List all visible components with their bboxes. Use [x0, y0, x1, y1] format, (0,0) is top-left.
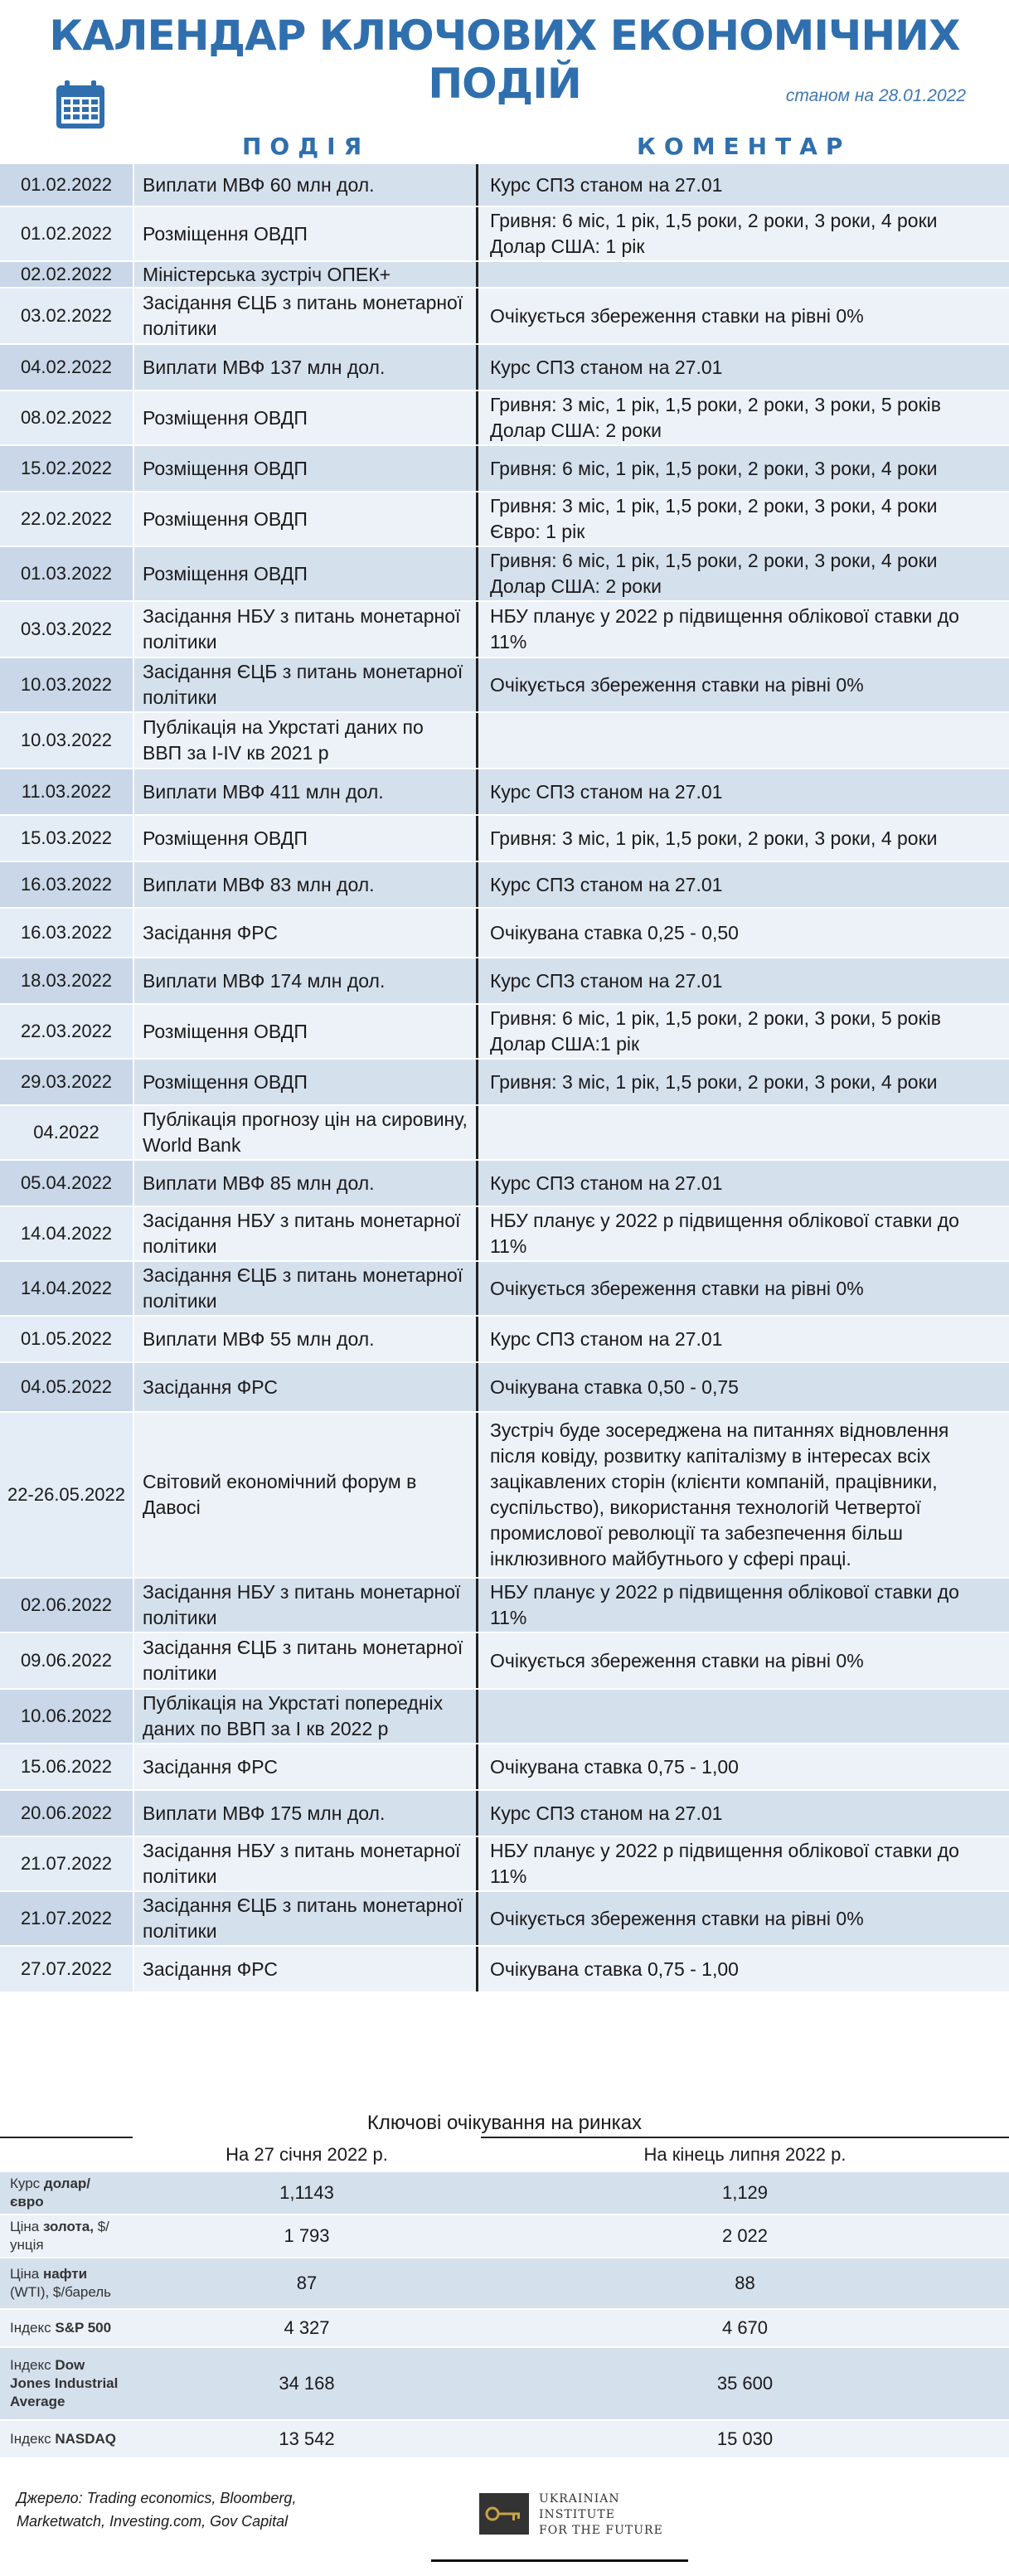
comment-line: Долар США: 2 роки: [490, 420, 662, 441]
comment-line: Очікується збереження ставки на рівні 0%: [490, 1649, 864, 1671]
event-comment: [476, 713, 1009, 768]
event-title: Публікація на Укрстаті даних по ВВП за I-IV кв 2021 р: [143, 716, 424, 764]
event-title: Засідання ФРС: [143, 1375, 278, 1398]
event-row: [0, 262, 1009, 289]
divider: [431, 2559, 688, 2562]
event-row: [0, 1207, 1009, 1262]
event-date: 18.03.2022: [0, 958, 134, 1003]
key-logo-icon: [479, 2493, 529, 2535]
column-header-events: ПОДІЯ: [242, 133, 371, 160]
divider: [0, 2137, 133, 2138]
event-comment: [476, 1413, 1009, 1577]
market-value-jul: 88: [735, 2273, 755, 2293]
event-date: 14.04.2022: [0, 1207, 134, 1260]
event-comment: [476, 1363, 1009, 1411]
event-title: Засідання ЄЦБ з питань монетарної політики: [143, 1264, 463, 1312]
event-title: Засідання ЄЦБ з питань монетарної політики: [143, 292, 463, 339]
comment-line: НБУ планує у 2022 р підвищення облікової ставки до 11%: [490, 1210, 959, 1257]
event-title: Розміщення ОВДП: [143, 562, 308, 585]
event-row: [0, 1262, 1009, 1317]
event-row: [0, 816, 1009, 862]
comment-line: Очікується збереження ставки на рівні 0%: [490, 1277, 864, 1299]
market-label: Ціна нафти (WTI), $/барель: [10, 2266, 112, 2300]
event-comment: [476, 658, 1009, 711]
event-row: [0, 1744, 1009, 1791]
event-date: 04.2022: [0, 1106, 134, 1159]
comment-line: Очікувана ставка 0,75 - 1,00: [490, 1755, 739, 1778]
event-date: 11.03.2022: [0, 769, 134, 814]
event-row: [0, 547, 1009, 602]
event-row: [0, 1106, 1009, 1161]
event-title: Виплати МВФ 175 млн дол.: [143, 1802, 386, 1824]
event-date: 03.02.2022: [0, 289, 134, 343]
event-row: [0, 1791, 1009, 1837]
markets-col2-header: На кінець липня 2022 р.: [643, 2144, 846, 2165]
event-date: 21.07.2022: [0, 1837, 134, 1890]
market-value-jul: 4 670: [721, 2317, 769, 2338]
event-comment: [476, 769, 1009, 814]
comment-line: НБУ планує у 2022 р підвищення облікової ставки до 11%: [490, 605, 959, 652]
event-date: 27.07.2022: [0, 1947, 134, 1991]
event-date: 02.02.2022: [0, 262, 134, 287]
event-title: Виплати МВФ 174 млн дол.: [143, 969, 386, 992]
event-comment: [476, 446, 1009, 491]
event-title: Розміщення ОВДП: [143, 406, 308, 429]
event-date: 22.03.2022: [0, 1005, 134, 1058]
event-date: 01.05.2022: [0, 1317, 134, 1361]
event-row: [0, 1005, 1009, 1060]
event-row: [0, 345, 1009, 391]
comment-line: Долар США: 2 роки: [490, 575, 662, 597]
event-date: 16.03.2022: [0, 862, 134, 907]
markets-section: [0, 2109, 1009, 2459]
comment-line: Гривня: 6 міс, 1 рік, 1,5 роки, 2 роки, 3 роки, 4 роки: [490, 550, 938, 571]
event-comment: [476, 547, 1009, 600]
comment-line: Курс СПЗ станом на 27.01: [490, 1172, 723, 1194]
comment-line: Гривня: 3 міс, 1 рік, 1,5 роки, 2 роки, 3 роки, 4 роки: [490, 827, 938, 849]
comment-line: Гривня: 3 міс, 1 рік, 1,5 роки, 2 роки, 3 роки, 5 років: [490, 394, 941, 415]
event-row: [0, 164, 1009, 207]
comment-line: Гривня: 6 міс, 1 рік, 1,5 роки, 2 роки, 3 роки, 4 роки: [490, 457, 938, 479]
event-comment: [476, 492, 1009, 546]
event-date: 15.02.2022: [0, 446, 134, 491]
event-date: 15.06.2022: [0, 1744, 134, 1789]
market-value-jul: 1,129: [721, 2182, 769, 2203]
event-title: Розміщення ОВДП: [143, 457, 308, 479]
event-row: [0, 1413, 1009, 1579]
market-value-jan: 1 793: [284, 2225, 330, 2246]
column-header-comment: КОМЕНТАР: [637, 133, 851, 160]
comment-line: Курс СПЗ станом на 27.01: [490, 780, 723, 803]
event-title: Світовий економічний форум в Давосі: [143, 1471, 417, 1518]
event-row: [0, 1690, 1009, 1744]
event-title: Виплати МВФ 60 млн дол.: [143, 173, 375, 196]
event-comment: [476, 602, 1009, 657]
event-date: 10.03.2022: [0, 713, 134, 768]
event-comment: [476, 1161, 1009, 1206]
event-row: [0, 658, 1009, 713]
event-row: [0, 1837, 1009, 1892]
event-title: Міністерська зустріч ОПЕК+: [143, 263, 391, 285]
event-title: Засідання ФРС: [143, 1957, 278, 1980]
event-date: 09.06.2022: [0, 1633, 134, 1688]
events-table: [0, 164, 1009, 1993]
event-date: 16.03.2022: [0, 909, 134, 957]
event-date: 01.03.2022: [0, 547, 134, 600]
event-title: Виплати МВФ 55 млн дол.: [143, 1327, 375, 1350]
event-comment: [476, 909, 1009, 957]
comment-line: Гривня: 3 міс, 1 рік, 1,5 роки, 2 роки, 3 роки, 4 роки: [490, 1070, 938, 1093]
comment-line: Курс СПЗ станом на 27.01: [490, 1802, 723, 1824]
event-title: Публікація прогнозу цін на сировину, World Bank: [143, 1109, 468, 1156]
event-title: Засідання ЄЦБ з питань монетарної політики: [143, 1894, 463, 1942]
event-date: 05.04.2022: [0, 1161, 134, 1206]
event-title: Засідання НБУ з питань монетарної політики: [143, 1210, 461, 1257]
comment-line: Долар США:1 рік: [490, 1033, 640, 1055]
event-date: 08.02.2022: [0, 391, 134, 444]
event-date: 22.02.2022: [0, 492, 134, 546]
event-title: Розміщення ОВДП: [143, 1020, 308, 1042]
event-comment: [476, 1791, 1009, 1836]
market-value-jul: 15 030: [716, 2428, 774, 2449]
comment-line: Курс СПЗ станом на 27.01: [490, 969, 723, 992]
event-row: [0, 1579, 1009, 1633]
market-row: [0, 2258, 1009, 2310]
market-label: Індекс S&P 500: [10, 2320, 112, 2336]
divider: [481, 2137, 1009, 2138]
event-date: 20.06.2022: [0, 1791, 134, 1836]
event-date: 03.03.2022: [0, 602, 134, 657]
market-value-jul: 2 022: [721, 2225, 769, 2246]
markets-col1-header: На 27 січня 2022 р.: [226, 2144, 388, 2165]
event-date: 29.03.2022: [0, 1060, 134, 1104]
market-label: Індекс Dow Jones Industrial Average: [10, 2357, 119, 2409]
event-title: Засідання ЄЦБ з питань монетарної політики: [143, 661, 463, 708]
event-title: Засідання НБУ з питань монетарної політики: [143, 1581, 461, 1628]
event-date: 01.02.2022: [0, 207, 134, 260]
event-comment: [476, 164, 1009, 206]
event-comment: [476, 1947, 1009, 1991]
event-comment: [476, 1690, 1009, 1743]
event-title: Публікація на Укрстаті попередніх даних по ВВП за I кв 2022 р: [143, 1692, 444, 1739]
event-title: Виплати МВФ 137 млн дол.: [143, 356, 386, 378]
date-note: станом на 28.01.2022: [785, 86, 966, 105]
event-row: [0, 289, 1009, 345]
event-title: Виплати МВФ 83 млн дол.: [143, 873, 375, 895]
comment-line: Гривня: 3 міс, 1 рік, 1,5 роки, 2 роки, 3 роки, 4 роки: [490, 495, 938, 517]
event-date: 10.06.2022: [0, 1690, 134, 1743]
event-comment: [476, 862, 1009, 907]
market-row: [0, 2421, 1009, 2459]
event-date: 04.02.2022: [0, 345, 134, 390]
event-comment: [476, 1317, 1009, 1361]
event-title: Засідання НБУ з питань монетарної політики: [143, 1840, 461, 1887]
event-comment: [476, 816, 1009, 861]
event-row: [0, 492, 1009, 547]
event-title: Засідання ФРС: [143, 1755, 278, 1778]
event-date: 04.05.2022: [0, 1363, 134, 1411]
market-value-jan: 1,1143: [279, 2182, 334, 2203]
footer: [0, 2467, 1009, 2576]
comment-line: Курс СПЗ станом на 27.01: [490, 173, 723, 196]
event-date: 21.07.2022: [0, 1892, 134, 1945]
comment-line: Долар США: 1 рік: [490, 235, 645, 257]
event-date: 14.04.2022: [0, 1262, 134, 1315]
comment-line: Очікувана ставка 0,25 - 0,50: [490, 921, 739, 944]
event-comment: [476, 391, 1009, 444]
markets-title: Ключові очікування на ринках: [366, 2112, 643, 2134]
logo-text: UKRAINIAN INSTITUTE FOR THE FUTURE: [539, 2492, 663, 2537]
event-date: 22-26.05.2022: [0, 1413, 134, 1577]
event-comment: [476, 1106, 1009, 1159]
comment-line: НБУ планує у 2022 р підвищення облікової ставки до 11%: [490, 1840, 959, 1887]
event-row: [0, 769, 1009, 816]
event-row: [0, 1892, 1009, 1947]
market-value-jul: 35 600: [716, 2373, 774, 2394]
event-comment: [476, 1837, 1009, 1890]
event-row: [0, 1363, 1009, 1413]
comment-line: Гривня: 6 міс, 1 рік, 1,5 роки, 2 роки, 3 роки, 4 роки: [490, 210, 938, 231]
event-date: 15.03.2022: [0, 816, 134, 861]
event-comment: [476, 262, 1009, 287]
event-comment: [476, 1262, 1009, 1315]
event-title: Засідання ФРС: [143, 921, 278, 944]
event-title: Засідання ЄЦБ з питань монетарної політики: [143, 1637, 463, 1684]
event-row: [0, 1060, 1009, 1106]
market-row: [0, 2310, 1009, 2348]
event-comment: [476, 1633, 1009, 1688]
header: [0, 0, 1009, 166]
event-row: [0, 391, 1009, 446]
event-row: [0, 862, 1009, 909]
event-row: [0, 1947, 1009, 1993]
market-label: Курс долар/євро: [10, 2176, 91, 2210]
event-comment: [476, 289, 1009, 343]
event-comment: [476, 1060, 1009, 1104]
market-value-jan: 13 542: [279, 2428, 335, 2449]
event-date: 02.06.2022: [0, 1579, 134, 1632]
markets-header-row: [0, 2137, 1009, 2172]
event-comment: [476, 345, 1009, 390]
comment-line: Курс СПЗ станом на 27.01: [490, 1327, 723, 1350]
event-row: [0, 602, 1009, 658]
event-row: [0, 1317, 1009, 1363]
event-comment: [476, 1207, 1009, 1260]
event-comment: [476, 1579, 1009, 1632]
event-title: Виплати МВФ 85 млн дол.: [143, 1172, 375, 1194]
comment-line: Очікувана ставка 0,75 - 1,00: [490, 1957, 739, 1980]
event-date: 01.02.2022: [0, 164, 134, 206]
comment-line: Очікувана ставка 0,50 - 0,75: [490, 1375, 739, 1398]
event-row: [0, 958, 1009, 1005]
market-row: [0, 2348, 1009, 2421]
comment-line: Курс СПЗ станом на 27.01: [490, 873, 723, 895]
market-row: [0, 2215, 1009, 2258]
comment-line: НБУ планує у 2022 р підвищення облікової ставки до 11%: [490, 1581, 959, 1628]
comment-line: Зустріч буде зосереджена на питаннях відновлення після ковіду, розвитку капіталізму в інтересах всіх зацікавлених сторін (клієнти компаній, працівники, суспільство), використання технологій Четвертої промислової революції та забезпечення більш інклюзивного майбутнього у сфері праці.: [490, 1419, 949, 1569]
market-row: [0, 2172, 1009, 2215]
calendar-icon: [55, 79, 106, 130]
comment-line: Курс СПЗ станом на 27.01: [490, 356, 723, 378]
comment-line: Гривня: 6 міс, 1 рік, 1,5 роки, 2 роки, 3 роки, 5 років: [490, 1007, 941, 1029]
comment-line: Очікується збереження ставки на рівні 0%: [490, 1907, 864, 1929]
event-title: Засідання НБУ з питань монетарної політики: [143, 605, 461, 652]
comment-line: Євро: 1 рік: [490, 521, 585, 542]
event-row: [0, 713, 1009, 769]
comment-line: Очікується збереження ставки на рівні 0%: [490, 304, 864, 327]
event-row: [0, 1633, 1009, 1690]
event-title: Розміщення ОВДП: [143, 222, 308, 245]
market-value-jan: 87: [296, 2273, 318, 2293]
market-label: Індекс NASDAQ: [10, 2431, 117, 2447]
comment-line: Очікується збереження ставки на рівні 0%: [490, 673, 864, 696]
market-value-jan: 4 327: [284, 2317, 330, 2338]
markets-rows: [0, 2172, 1009, 2459]
event-title: Виплати МВФ 411 млн дол.: [143, 780, 384, 803]
event-row: [0, 909, 1009, 958]
event-comment: [476, 958, 1009, 1003]
page-title: КАЛЕНДАР КЛЮЧОВИХ ЕКОНОМІЧНИХ ПОДІЙ: [49, 12, 960, 108]
source-note: Джерело: Trading economics, Bloomberg, Marketwatch, Investing.com, Gov Capital: [17, 2490, 297, 2530]
market-label: Ціна золота, $/унція: [10, 2219, 109, 2253]
event-title: Розміщення ОВДП: [143, 507, 308, 530]
event-comment: [476, 207, 1009, 260]
event-comment: [476, 1005, 1009, 1058]
event-row: [0, 1161, 1009, 1207]
event-comment: [476, 1892, 1009, 1945]
market-value-jan: 34 168: [279, 2373, 335, 2394]
event-title: Розміщення ОВДП: [143, 827, 308, 849]
event-row: [0, 446, 1009, 492]
event-comment: [476, 1744, 1009, 1789]
event-title: Розміщення ОВДП: [143, 1070, 308, 1093]
event-row: [0, 207, 1009, 262]
event-date: 10.03.2022: [0, 658, 134, 711]
